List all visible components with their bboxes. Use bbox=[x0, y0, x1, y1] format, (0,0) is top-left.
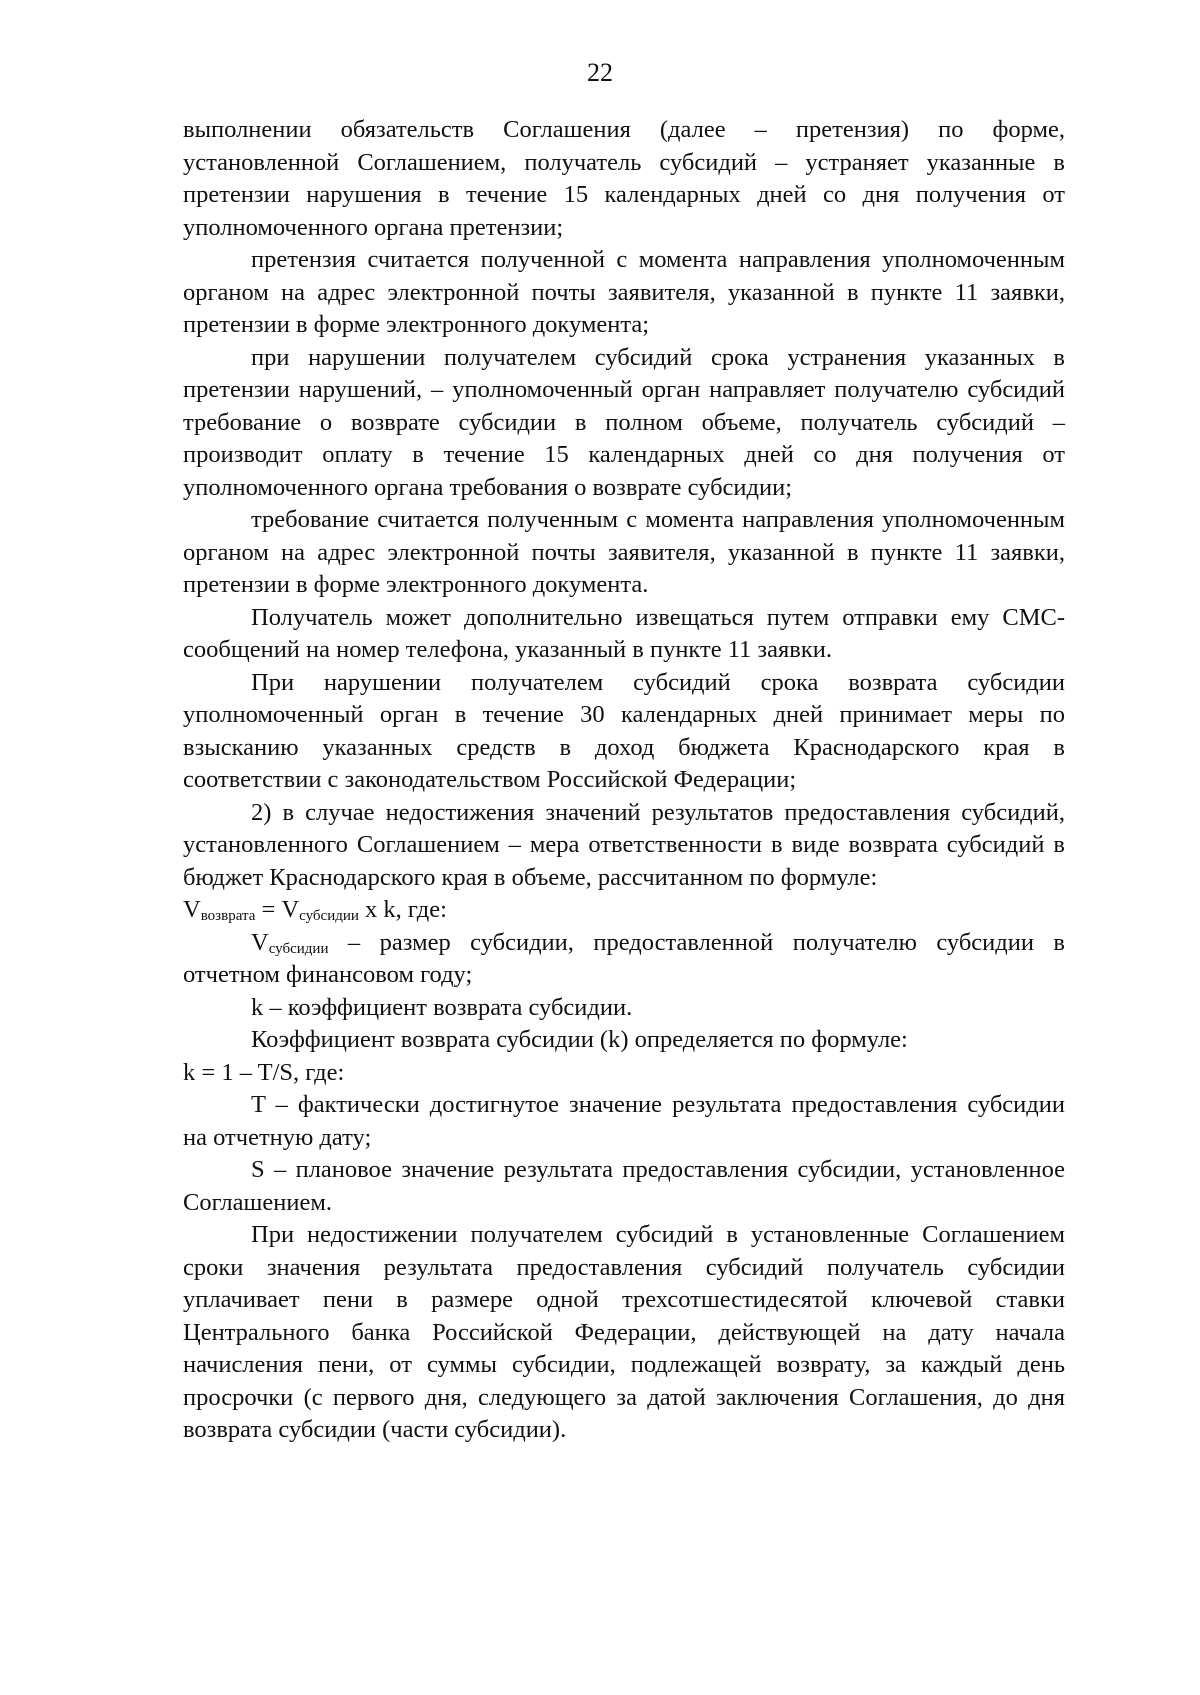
formula-refund-volume: $V_{возврата} = V_{субсидии}$ x k, где: bbox=[183, 896, 447, 924]
paragraph: При нарушении получателем субсидий срока возврата субсидии уполномоченный орган в течение 30 календарных дней принимает меры по взысканию указанных средств в доход бюджета Краснодарского края в соответствии с законодательством Российской Федерации; bbox=[183, 668, 1065, 793]
paragraph: Получатель может дополнительно извещаться путем отправки ему СМС-сообщений на номер телефона, указанный в пункте 11 заявки. bbox=[183, 603, 1065, 663]
paragraph: требование считается полученным с момента направления уполномоченным органом на адрес электронной почты заявителя, указанной в пункте 11 заявки, претензии в форме электронного документа. bbox=[183, 506, 1065, 598]
paragraph: При недостижении получателем субсидий в установленные Соглашением сроки значения результата предоставления субсидий получатель субсидии уплачивает пени в размере одной трехсотшестидесятой ключевой ставки Центрального банка Российской Федерации, действующей на дату начала начисления пени, от суммы субсидии, подлежащей возврату, за каждый день просрочки (с первого дня, следующего за датой заключения Соглашения, до дня возврата субсидии (части субсидии). bbox=[183, 1221, 1065, 1443]
definition-v-subsidy: $V_{субсидии}$ – размер субсидии, предоставленной получателю субсидии в отчетном финансовом году; bbox=[183, 928, 1065, 988]
page-number: 22 bbox=[587, 58, 613, 87]
paragraph: k – коэффициент возврата субсидии. bbox=[251, 993, 633, 1021]
paragraph: S – плановое значение результата предоставления субсидии, установленное Соглашением. bbox=[183, 1156, 1065, 1216]
paragraph: выполнении обязательств Соглашения (далее – претензия) по форме, установленной Соглашением, получатель субсидий – устраняет указанные в претензии нарушения в течение 15 календарных дней со дня получения от уполномоченного органа претензии; bbox=[183, 116, 1065, 241]
paragraph: 2) в случае недостижения значений результатов предоставления субсидий, установленного Соглашением – мера ответственности в виде возврата субсидий в бюджет Краснодарского края в объеме, рассчитанном по формуле: bbox=[183, 798, 1065, 891]
paragraph: Коэффициент возврата субсидии (k) определяется по формуле: bbox=[251, 1026, 908, 1053]
paragraph: T – фактически достигнутое значение результата предоставления субсидии на отчетную дату; bbox=[183, 1091, 1065, 1151]
paragraph: претензия считается полученной с момента направления уполномоченным органом на адрес электронной почты заявителя, указанной в пункте 11 заявки, претензии в форме электронного документа; bbox=[183, 246, 1065, 338]
document-body bbox=[183, 114, 1065, 1447]
formula-coefficient: k = 1 – T/S, где: bbox=[183, 1058, 345, 1086]
paragraph: при нарушении получателем субсидий срока устранения указанных в претензии нарушений, – уполномоченный орган направляет получателю субсидий требование о возврате субсидии в полном объеме, получатель субсидий – производит оплату в течение 15 календарных дней со дня получения от уполномоченного органа требования о возврате субсидии; bbox=[183, 343, 1065, 501]
